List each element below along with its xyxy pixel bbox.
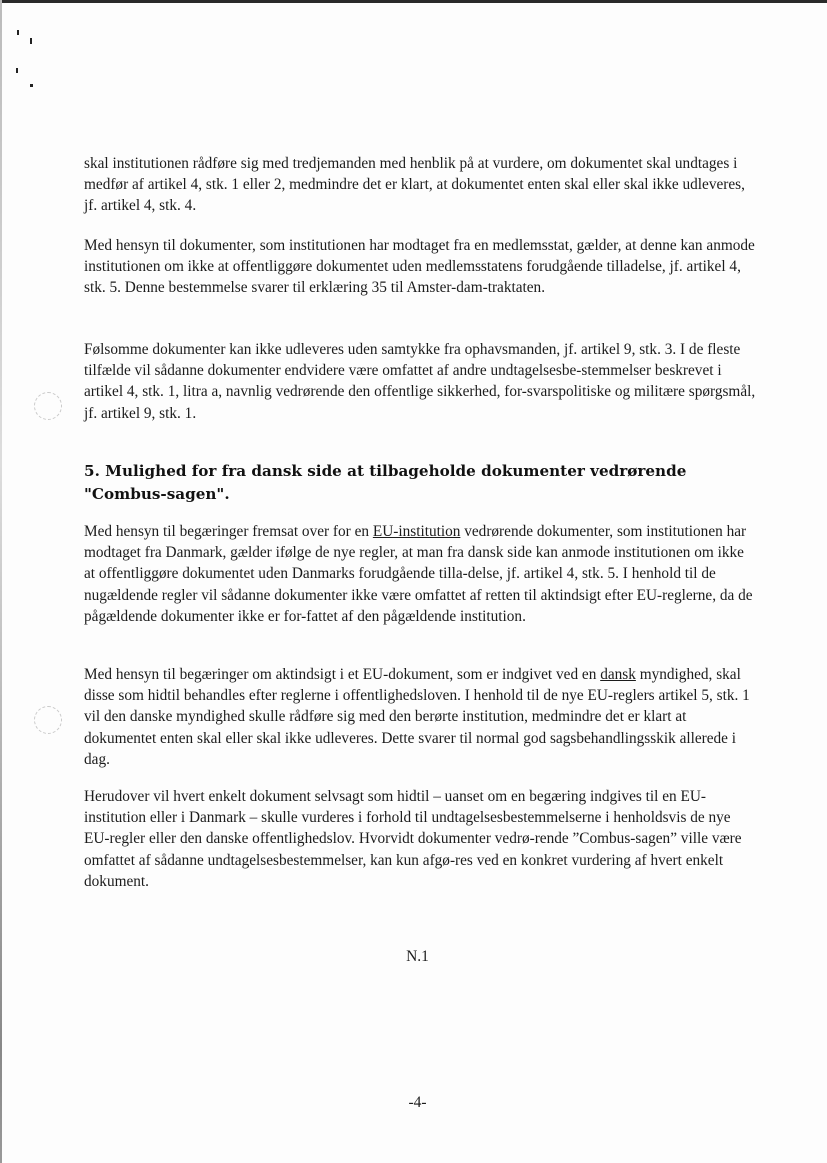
punch-hole-mark — [34, 706, 62, 734]
paragraph-4-rest: vedrørende dokumenter, som institutionen har modtaget fra Danmark, gælder ifølge de nye regler, at man fra dansk side kan anmode institutionen om ikke at offentliggøre dokumentet uden Danmarks forudgående tilla-delse, jf. artikel 4, stk. 5. I henhold til de nugældende regler vil sådanne dokumenter ikke være omfattet af retten til aktindsigt efter EU-reglerne, da de pågældende dokumenter ikke er for-fattet af den pågældende institution. — [84, 523, 753, 625]
paragraph-2: Med hensyn til dokumenter, som institutionen har modtaget fra en medlemsstat, gælder, at denne kan anmode institutionen om ikke at offentliggøre dokumentet uden medlemsstatens forudgående tilladelse, jf. artikel 4, stk. 5. Denne bestemmelse svarer til erklæring 35 til Amster-dam-traktaten. — [84, 237, 755, 297]
paragraph-5-start: Med hensyn til begæringer om aktindsigt i et EU-dokument, som er indgivet ved en — [84, 666, 601, 683]
eu-institution-underlined: EU-institution — [372, 523, 461, 540]
paragraph-4 — [84, 521, 756, 627]
paragraph-1: skal institutionen rådføre sig med tredjemanden med henblik på at vurdere, om dokumentet skal undtages i medfør af artikel 4, stk. 1 eller 2, medmindre det er klart, at dokumentet enten skal eller skal ikke udleveres, jf. artikel 4, stk. 4. — [84, 155, 745, 215]
paragraph-4-start: Med hensyn til begæringer fremsat over for en — [84, 523, 373, 540]
dansk-underlined: dansk — [600, 666, 636, 683]
paragraph-5-rest: myndighed, skal disse som hidtil behandles efter reglerne i offentlighedsloven. I henhold til de nye EU-reglers artikel 5, stk. 1 vil den danske myndighed skulle rådføre sig med den berørte institution, medmindre det er klart at dokumentet enten skal eller skal ikke udleveres. Dette svarer til normal god sagsbehandlingsskik allerede i dag. — [84, 666, 750, 768]
scan-speck — [30, 84, 33, 87]
note-label: N.1 — [406, 948, 429, 965]
scan-speck — [17, 30, 19, 35]
paragraph-5 — [84, 664, 756, 770]
page-number: -4- — [408, 1094, 427, 1111]
paragraph-6: Herudover vil hvert enkelt dokument selvsagt som hidtil – uanset om en begæring indgives til en EU-institution eller i Danmark – skulle vurderes i forhold til undtagelsesbestemmelserne i henholdsvis de nye EU-regler eller den danske offentlighedslov. Hvorvidt dokumenter vedrø-rende ”Combus-sagen” ville være omfattet af sådanne undtagelsesbestemmelser, kan kun afgø-res ved en konkret vurdering af hvert enkelt dokument. — [84, 788, 742, 890]
section-heading: 5. Mulighed for fra dansk side at tilbageholde dokumenter vedrørende "Combus-sagen". — [84, 462, 687, 503]
top-border-line — [0, 0, 827, 3]
paragraph-3: Følsomme dokumenter kan ikke udleveres uden samtykke fra ophavsmanden, jf. artikel 9, stk. 3. I de fleste tilfælde vil sådanne dokumenter endvidere være omfattet af andre undtagelsesbe-stemmelser beskrevet i artikel 4, stk. 1, litra a, navnlig vedrørende den offentlige sikkerhed, for-svarspolitiske og militære spørgsmål, jf. artikel 9, stk. 1. — [84, 341, 756, 422]
left-scan-edge — [0, 0, 2, 1163]
punch-hole-mark — [34, 392, 62, 420]
scan-speck — [16, 68, 18, 73]
scan-speck — [30, 38, 32, 44]
